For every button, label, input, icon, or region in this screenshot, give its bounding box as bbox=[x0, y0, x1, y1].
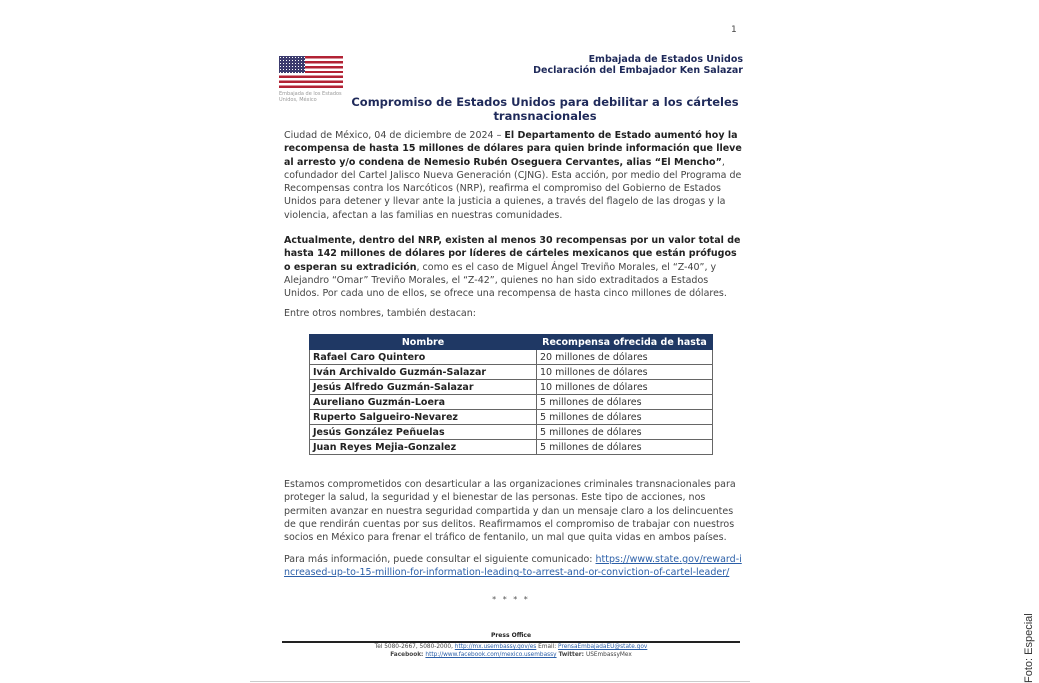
footer-line-1 bbox=[0, 643, 1022, 651]
logo-caption: Embajada de los Estados Unidos, México bbox=[279, 91, 342, 103]
embassy-site-link[interactable]: http://mx.usembassy.gov/es bbox=[454, 644, 537, 650]
us-flag-icon bbox=[279, 56, 343, 88]
facebook-link[interactable]: http://www.facebook.com/mexico.usembassy bbox=[425, 652, 557, 658]
flag-canton bbox=[279, 56, 305, 73]
table-row bbox=[310, 410, 713, 425]
twitter-handle: USEmbassyMex bbox=[585, 652, 632, 658]
footer-line-2 bbox=[0, 651, 1022, 659]
paragraph-1 bbox=[284, 129, 744, 222]
paragraph-2-rest: , como es el caso de Miguel Ángel Treviño Morales, el “Z-40”, y Alejandro “Omar” Treviño Morales, el “Z-42”, quienes no han sido extraditados a Estados Unidos. Por cada uno de ellos, se ofrece una recompensa de hasta cinco millones de dólares. bbox=[284, 261, 727, 300]
footer-contact bbox=[0, 643, 1022, 659]
table-header-row bbox=[310, 335, 713, 350]
email-link[interactable]: PrensaEmbajadaEU@state.gov bbox=[558, 644, 648, 650]
page-number: 1 bbox=[731, 25, 737, 35]
paragraph-2 bbox=[284, 234, 744, 300]
table-row bbox=[310, 350, 713, 365]
paragraph-3: Entre otros nombres, también destacan: bbox=[284, 308, 476, 319]
cell-name: Rafael Caro Quintero bbox=[310, 350, 537, 365]
cell-reward: 5 millones de dólares bbox=[537, 410, 713, 425]
header-statement: Declaración del Embajador Ken Salazar bbox=[533, 65, 743, 76]
footer-facebook-label: Facebook: bbox=[390, 652, 426, 658]
cell-reward: 5 millones de dólares bbox=[537, 395, 713, 410]
cell-reward: 20 millones de dólares bbox=[537, 350, 713, 365]
state-gov-link[interactable]: https://www.state.gov/reward-increased-up-to-15-million-for-information-leading-to-arrest-and-or-conviction-of-cartel-leader/ bbox=[284, 554, 742, 579]
cell-reward: 5 millones de dólares bbox=[537, 425, 713, 440]
column-header-name: Nombre bbox=[310, 335, 537, 350]
table-row bbox=[310, 380, 713, 395]
cell-name: Jesús González Peñuelas bbox=[310, 425, 537, 440]
paragraph-5 bbox=[284, 553, 744, 580]
document-header bbox=[533, 54, 743, 76]
paragraph-1-rest: , cofundador del Cartel Jalisco Nueva Generación (CJNG). Esta acción, por medio del Programa de Recompensas contra los Narcóticos (NRP), reafirma el compromiso del Gobierno de Estados Unidos para detener y llevar ante la justicia a quienes, a través del flagelo de las drogas y la violencia, afectan a las familias en nuestras comunidades. bbox=[284, 156, 742, 221]
footer-email-label: Email: bbox=[536, 644, 559, 650]
footer-twitter-label: Twitter: bbox=[556, 652, 586, 658]
dateline: Ciudad de México, 04 de diciembre de 2024 – bbox=[284, 130, 505, 141]
cell-reward: 5 millones de dólares bbox=[537, 440, 713, 455]
cell-name: Juan Reyes Mejia-Gonzalez bbox=[310, 440, 537, 455]
cell-name: Iván Archivaldo Guzmán-Salazar bbox=[310, 365, 537, 380]
table-row bbox=[310, 440, 713, 455]
more-info-label: Para más información, puede consultar el siguiente comunicado: bbox=[284, 554, 596, 565]
rewards-table bbox=[309, 334, 713, 455]
cell-reward: 10 millones de dólares bbox=[537, 380, 713, 395]
photo-credit: Foto: Especial bbox=[1023, 613, 1035, 683]
paragraph-1-bold: El Departamento de Estado aumentó hoy la recompensa de hasta 15 millones de dólares para quien brinde información que lleve al arresto y/o condena de Nemesio Rubén Oseguera Cervantes, alias “El Mencho” bbox=[284, 130, 742, 168]
footer-press-office: Press Office bbox=[490, 632, 532, 639]
cell-name: Ruperto Salgueiro-Nevarez bbox=[310, 410, 537, 425]
paragraph-2-bold: Actualmente, dentro del NRP, existen al menos 30 recompensas por un valor total de hasta 142 millones de dólares por líderes de cárteles mexicanos que están prófugos o esperan su extradición bbox=[284, 235, 741, 273]
column-header-reward: Recompensa ofrecida de hasta bbox=[537, 335, 713, 350]
table-row bbox=[310, 395, 713, 410]
page-bottom-rule bbox=[250, 681, 750, 682]
header-embassy: Embajada de Estados Unidos bbox=[588, 54, 743, 65]
table-row bbox=[310, 365, 713, 380]
cell-name: Jesús Alfredo Guzmán-Salazar bbox=[310, 380, 537, 395]
document-title: Compromiso de Estados Unidos para debilitar a los cárteles transnacionales bbox=[351, 95, 739, 123]
cell-name: Aureliano Guzmán-Loera bbox=[310, 395, 537, 410]
cell-reward: 10 millones de dólares bbox=[537, 365, 713, 380]
paragraph-4: Estamos comprometidos con desarticular a las organizaciones criminales transnacionales para proteger la salud, la seguridad y el bienestar de las personas. Este tipo de acciones, nos permiten avanzar en nuestra seguridad compartida y dan un mensaje claro a los delincuentes de que rendirán cuentas por sus delitos. Reafirmamos el compromiso de trabajar con nuestros socios en México para frenar el tráfico de fentanilo, un mal que quita vidas en ambos países. bbox=[284, 479, 736, 544]
section-separator: * * * * bbox=[492, 595, 530, 604]
table-row bbox=[310, 425, 713, 440]
footer-tel: Tel 5080-2667, 5080-2000, bbox=[374, 644, 455, 650]
